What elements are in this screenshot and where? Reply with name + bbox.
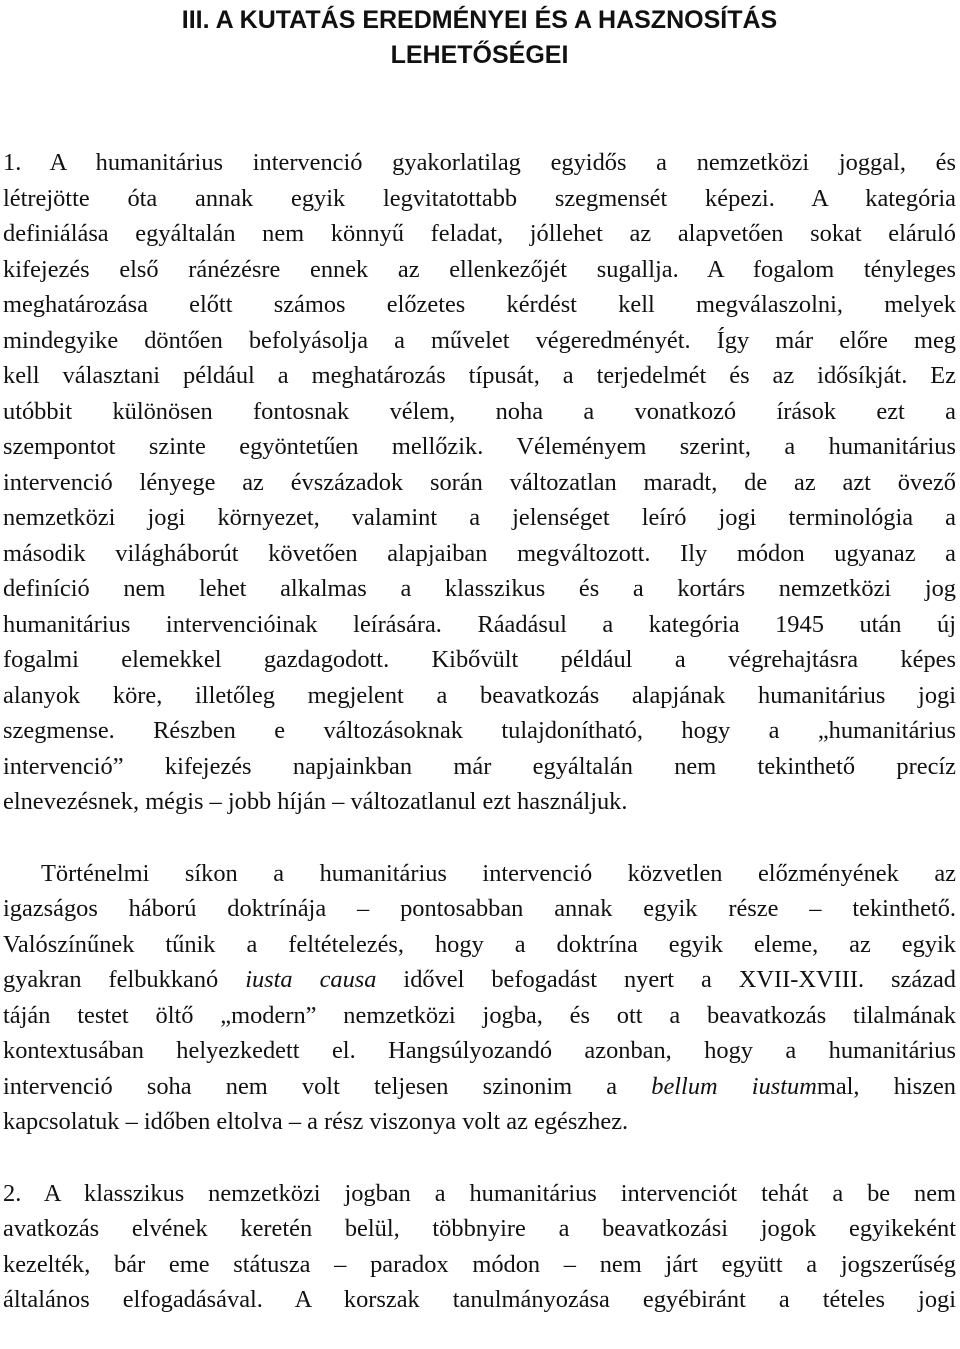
paragraph-1 [3,145,956,820]
chapter-heading-line-1: III. A KUTATÁS EREDMÉNYEI ÉS A HASZNOSÍTÁS [181,6,778,34]
paragraph-2 [3,856,956,1140]
text-run: intervenció soha nem volt teljesen szinonim a [3,1072,652,1100]
paragraph-line: táján testet öltő „modern” nemzetközi jogba, és ott a beavatkozás tilalmának [3,1001,956,1029]
paragraph-line: szempontot szinte egyöntetűen mellőzik. Véleményem szerint, a humanitárius [3,433,956,460]
italic-term-bellum-iustum: bellum iustum [651,1072,817,1100]
paragraph-line-with-italic [3,1069,956,1105]
paragraph-line: 1. A humanitárius intervenció gyakorlatilag egyidős a nemzetközi joggal, és [3,149,956,176]
paragraph-line: létrejötte óta annak egyik legvitatottabb szegmensét képezi. A kategória [3,184,956,212]
paragraph-line: igazságos háború doktrínája – pontosabban annak egyik része – tekinthető. [3,895,956,922]
paragraph-line: mindegyike döntően befolyásolja a művelet végeredményét. Így már előre meg [3,326,956,354]
paragraph-line: 2. A klasszikus nemzetközi jogban a humanitárius intervenciót tehát a be nem [3,1179,956,1207]
paragraph-line: második világháborút követően alapjaiban megváltozott. Ily módon ugyanaz a [3,539,956,567]
paragraph-line: kell választani például a meghatározás típusát, a terjedelmét és az idősíkját. Ez [3,362,956,389]
paragraph-line: Történelmi síkon a humanitárius intervenció közvetlen előzményének az [41,859,956,887]
paragraph-line-with-italic [3,962,956,998]
paragraph-line: utóbbit különösen fontosnak vélem, noha a vonatkozó írások ezt a [3,397,956,425]
paragraph-line: humanitárius intervencióinak leírására. Ráadásul a kategória 1945 után új [3,610,956,638]
paragraph-line: elnevezésnek, mégis – jobb híján – változatlanul ezt használjuk. [3,788,628,815]
text-run: gyakran felbukkanó [3,966,246,993]
paragraph-line: alanyok köre, illetőleg megjelent a beavatkozás alapjának humanitárius jogi [3,681,956,709]
paragraph-line: avatkozás elvének keretén belül, többnyire a beavatkozási jogok egyikeként [3,1215,956,1242]
italic-term-iusta-causa: iusta causa [245,966,377,993]
paragraph-line: kontextusában helyezkedett el. Hangsúlyozandó azonban, hogy a humanitárius [3,1037,956,1064]
paragraph-line: Valószínűnek tűnik a feltételezés, hogy a doktrína egyik eleme, az egyik [3,930,956,958]
paragraph-line: meghatározása előtt számos előzetes kérdést kell megválaszolni, melyek [3,291,956,318]
paragraph-line: definíció nem lehet alkalmas a klasszikus és a kortárs nemzetközi jog [3,575,956,602]
chapter-heading-line-2: LEHETŐSÉGEI [390,41,569,69]
text-run: mal, hiszen [816,1072,957,1100]
paragraph-line: általános elfogadásával. A korszak tanulmányozása egyébiránt a tételes jogi [3,1286,956,1313]
chapter-heading [3,3,956,73]
paragraph-3 [3,1176,956,1318]
paragraph-line: definiálása egyáltalán nem könnyű feladat, jóllehet az alapvetően sokat eláruló [3,220,956,247]
paragraph-line: kifejezés első ránézésre ennek az ellenkezőjét sugallja. A fogalom tényleges [3,255,956,283]
paragraph-line: intervenció” kifejezés napjainkban már egyáltalán nem tekinthető precíz [3,752,956,780]
paragraph-line: nemzetközi jogi környezet, valamint a jelenséget leíró jogi terminológia a [3,504,956,531]
paragraph-line: fogalmi elemekkel gazdagodott. Kibővült például a végrehajtásra képes [3,646,956,673]
paragraph-line: kapcsolatuk – időben eltolva – a rész viszonya volt az egészhez. [3,1108,629,1135]
text-run: idővel befogadást nyert a XVII-XVIII. század [376,966,957,993]
paragraph-line: kezelték, bár eme státusza – paradox módon – nem járt együtt a jogszerűség [3,1250,956,1278]
paragraph-line: szegmense. Részben e változásoknak tulajdonítható, hogy a „humanitárius [3,717,956,744]
paragraph-line: intervenció lényege az évszázadok során változatlan maradt, de az azt övező [3,468,956,496]
